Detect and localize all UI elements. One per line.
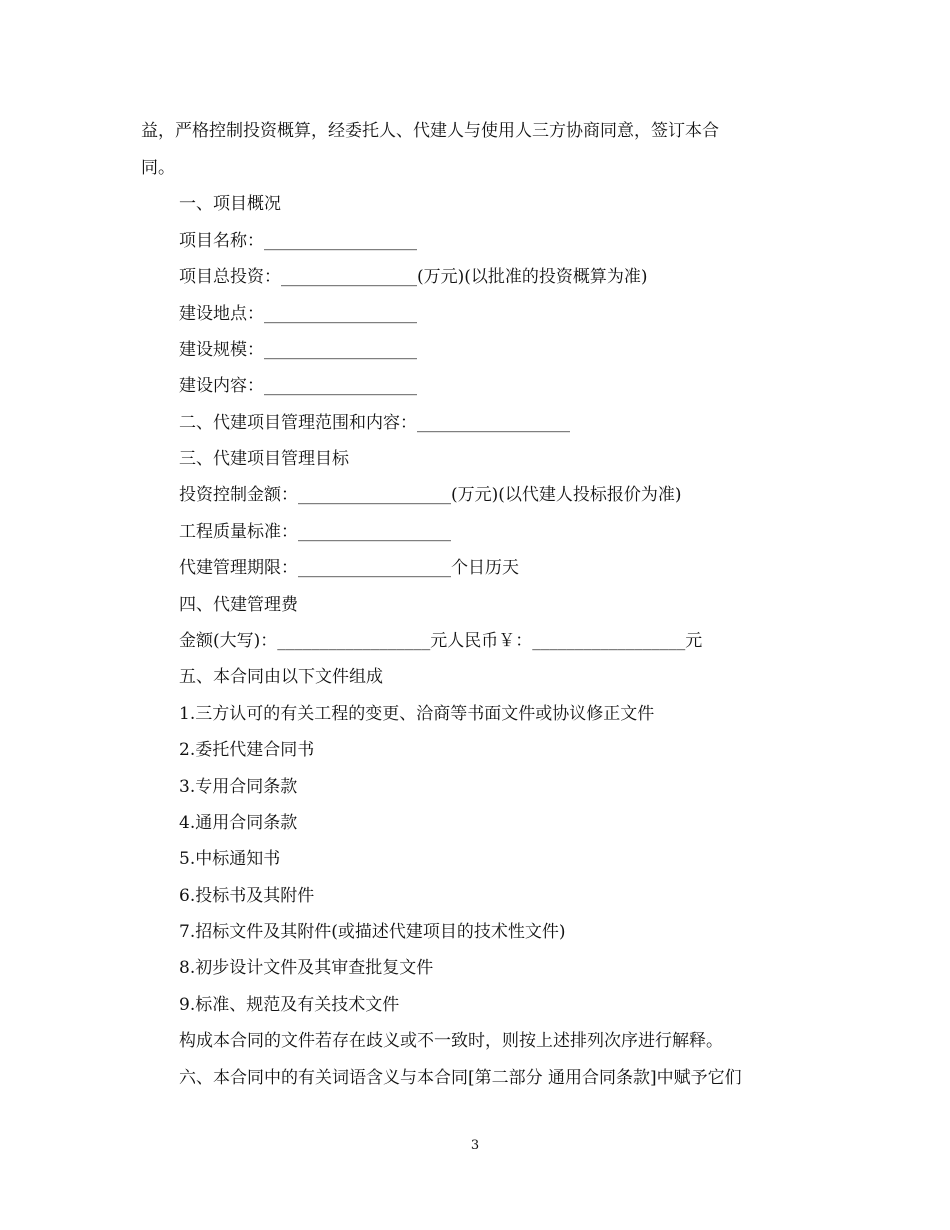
page-number: 3 xyxy=(470,1138,480,1153)
paragraph-line: 益，严格控制投资概算，经委托人、代建人与使用人三方协商同意，签订本合 xyxy=(141,121,719,141)
form-field-line: 建设规模：__________________ xyxy=(179,340,417,360)
list-item: 7.招标文件及其附件(或描述代建项目的技术性文件) xyxy=(179,922,566,942)
form-field-line: 工程质量标准：__________________ xyxy=(179,522,451,542)
list-item: 1.三方认可的有关工程的变更、洽商等书面文件或协议修正文件 xyxy=(179,704,655,724)
form-field-line: 建设内容：__________________ xyxy=(179,376,417,396)
list-item: 8.初步设计文件及其审查批复文件 xyxy=(179,958,434,978)
paragraph-line: 六、本合同中的有关词语含义与本合同[第二部分 通用合同条款]中赋予它们 xyxy=(179,1068,742,1088)
paragraph-line: 构成本合同的文件若存在歧义或不一致时，则按上述排列次序进行解释。 xyxy=(179,1031,723,1051)
list-item: 9.标准、规范及有关技术文件 xyxy=(179,995,400,1015)
form-field-line: 金额(大写)：__________________元人民币￥：__________________元 xyxy=(179,631,703,651)
list-item: 6.投标书及其附件 xyxy=(179,886,315,906)
form-field-line: 代建管理期限：__________________个日历天 xyxy=(179,558,519,578)
list-item: 4.通用合同条款 xyxy=(179,813,298,833)
list-item: 3.专用合同条款 xyxy=(179,777,298,797)
section-heading: 三、代建项目管理目标 xyxy=(179,449,349,469)
list-item: 5.中标通知书 xyxy=(179,849,281,869)
section-heading: 五、本合同由以下文件组成 xyxy=(179,667,383,687)
form-field-line: 项目名称：__________________ xyxy=(179,231,417,251)
section-heading: 二、代建项目管理范围和内容：__________________ xyxy=(179,413,570,433)
section-heading: 一、项目概况 xyxy=(179,194,281,214)
form-field-line: 投资控制金额：__________________(万元)(以代建人投标报价为准) xyxy=(179,485,682,505)
form-field-line: 项目总投资：________________(万元)(以批准的投资概算为准) xyxy=(179,267,648,287)
form-field-line: 建设地点：__________________ xyxy=(179,304,417,324)
section-heading: 四、代建管理费 xyxy=(179,595,298,615)
list-item: 2.委托代建合同书 xyxy=(179,740,315,760)
paragraph-line: 同。 xyxy=(141,158,175,178)
